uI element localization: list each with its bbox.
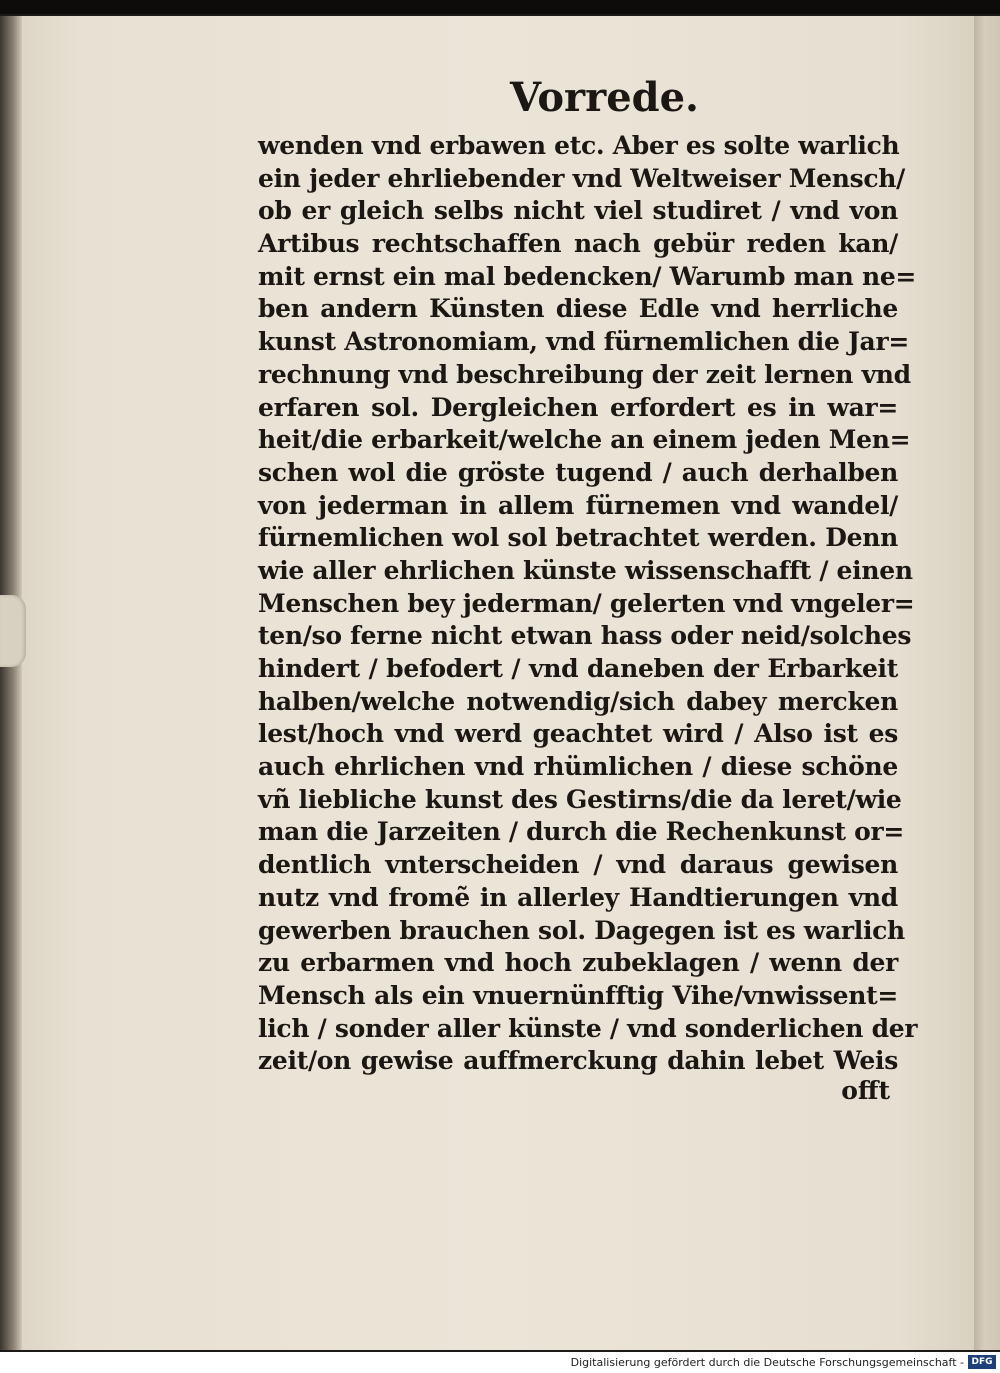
- text-line: ob er gleich selbs nicht viel studiret / vnd von: [258, 196, 898, 226]
- text-line: heit/die erbarkeit/welche an einem jeden Men=: [258, 425, 911, 455]
- text-line: rechnung vnd beschreibung der zeit lernen vnd: [258, 359, 911, 389]
- page-headline: Vorrede.: [510, 74, 699, 121]
- footer-bar: [0, 1352, 1000, 1373]
- text-line: hindert / befodert / vnd daneben der Erbarkeit: [258, 654, 898, 683]
- text-line: schen wol die gröste tugend / auch derhalben: [258, 457, 898, 487]
- text-line: lich / sonder aller künste / vnd sonderlichen der: [258, 1013, 918, 1043]
- page-clasp-mark: [0, 595, 26, 667]
- text-line: ein jeder ehrliebender vnd Weltweiser Mensch/: [258, 163, 905, 193]
- text-line: Artibus rechtschaffen nach gebür reden kan/: [258, 229, 898, 259]
- text-line: erfaren sol. Dergleichen erfordert es in war=: [258, 392, 898, 422]
- text-line: mit ernst ein mal bedencken/ Warumb man ne=: [258, 261, 917, 291]
- text-line: Mensch als ein vnuernünfftig Vihe/vnwissent=: [258, 980, 898, 1010]
- text-line: ten/so ferne nicht etwan hass oder neid/solches: [258, 621, 912, 651]
- text-line: vñ liebliche kunst des Gestirns/die da leret/wie: [258, 784, 902, 814]
- text-line: Menschen bey jederman/ gelerten vnd vngeler=: [258, 588, 915, 618]
- text-line: wie aller ehrlichen künste wissenschafft / einen: [258, 555, 913, 585]
- text-line: lest/hoch vnd werd geachtet wird / Also ist es: [258, 719, 898, 749]
- text-line: dentlich vnterscheiden / vnd daraus gewisen: [258, 850, 898, 880]
- text-line: nutz vnd fromẽ in allerley Handtierungen vnd: [258, 882, 898, 912]
- text-line: auch ehrlichen vnd rhümlichen / diese schöne: [258, 752, 898, 782]
- text-line: von jederman in allem fürnemen vnd wandel/: [258, 490, 898, 520]
- text-line: fürnemlichen wol sol betrachtet werden. Denn: [258, 523, 898, 553]
- page-fore-edge: [974, 16, 1000, 1350]
- book-gutter: [0, 16, 22, 1350]
- text-line: halben/welche notwendig/sich dabey mercken: [258, 686, 898, 716]
- text-line: zeit/on gewise auffmerckung dahin lebet Weis: [258, 1046, 898, 1076]
- text-line: zu erbarmen vnd hoch zubeklagen / wenn der: [258, 948, 898, 978]
- text-line: man die Jarzeiten / durch die Rechenkunst or=: [258, 817, 905, 847]
- funding-credit: Digitalisierung gefördert durch die Deutsche Forschungsgemeinschaft -: [570, 1356, 964, 1369]
- text-line: ben andern Künsten diese Edle vnd herrliche: [258, 294, 898, 324]
- dfg-logo: DFG: [968, 1355, 996, 1369]
- text-line: wenden vnd erbawen etc. Aber es solte warlich: [258, 131, 900, 160]
- catchword: offt: [841, 1076, 890, 1105]
- text-line: gewerben brauchen sol. Dagegen ist es warlich: [258, 915, 905, 945]
- scan-top-edge: [0, 0, 1000, 14]
- body-text: [258, 130, 918, 1078]
- text-line: kunst Astronomiam, vnd fürnemlichen die Jar=: [258, 327, 909, 357]
